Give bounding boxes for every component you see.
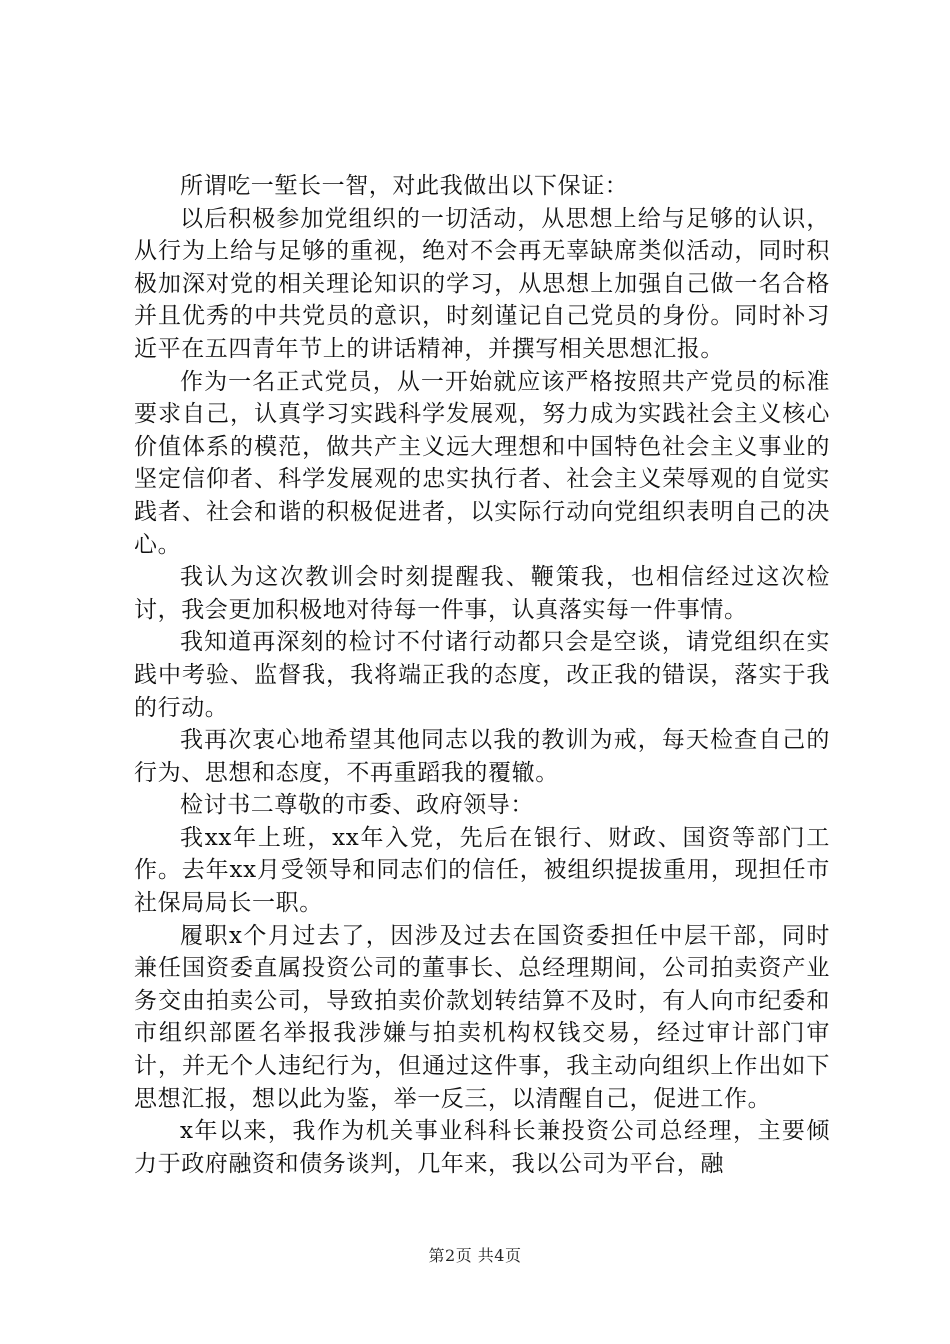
paragraph-second-letter-salutation: 检讨书二尊敬的市委、政府领导：	[180, 792, 534, 819]
paragraph-work-history: x年以来，我作为机关事业科科长兼投资公司总经理，主要倾力于政府融资和债务谈判，几年来，我以公司为平台，融	[134, 1118, 830, 1177]
paragraph-pledge-intro: 所谓吃一堑长一智，对此我做出以下保证：	[180, 173, 629, 199]
paragraph-party-member-standard: 作为一名正式党员，从一开始就应该严格按照共产党员的标准要求自己，认真学习实践科学发展观，努力成为实践社会主义核心价值体系的模范，做共产主义远大理想和中国特色社会主义事业的坚定信仰者、科学发展观的忠实执行者、社会主义荣辱观的自觉实践者、社会和谐的积极促进者，以实际行动向党组织表明自己的决心。	[134, 368, 830, 558]
paragraph-pledge-activities: 以后积极参加党组织的一切活动，从思想上给与足够的认识，从行为上给与足够的重视，绝对不会再无辜缺席类似活动，同时积极加深对党的相关理论知识的学习，从思想上加强自己做一名合格并且优秀的中共党员的意识，时刻谨记自己党员的身份。同时补习近平在五四青年节上的讲话精神，并撰写相关思想汇报。	[134, 205, 830, 362]
paragraph-lesson-reminder: 我认为这次教训会时刻提醒我、鞭策我，也相信经过这次检讨，我会更加积极地对待每一件事，认真落实每一件事情。	[134, 564, 830, 623]
paragraph-warning-others: 我再次衷心地希望其他同志以我的教训为戒，每天检查自己的行为、思想和态度，不再重蹈我的覆辙。	[134, 727, 830, 786]
paragraph-incident-report: 履职x个月过去了，因涉及过去在国资委担任中层干部，同时兼任国资委直属投资公司的董事长、总经理期间，公司拍卖资产业务交由拍卖公司，导致拍卖价款划转结算不及时，有人向市纪委和市组织部匿名举报我涉嫌与拍卖机构权钱交易，经过审计部门审计，并无个人违纪行为，但通过这件事，我主动向组织上作出如下思想汇报，想以此为鉴，举一反三，以清醒自己，促进工作。	[134, 922, 830, 1112]
page-number-footer: 第2页 共4页	[428, 1246, 522, 1265]
document-body	[134, 170, 830, 1180]
paragraph-action-commitment: 我知道再深刻的检讨不付诸行动都只会是空谈，请党组织在实践中考验、监督我，我将端正我的态度，改正我的错误，落实于我的行动。	[134, 629, 830, 721]
paragraph-career-background: 我xx年上班，xx年入党，先后在银行、财政、国资等部门工作。去年xx月受领导和同志们的信任，被组织提拔重用，现担任市社保局局长一职。	[134, 824, 830, 917]
